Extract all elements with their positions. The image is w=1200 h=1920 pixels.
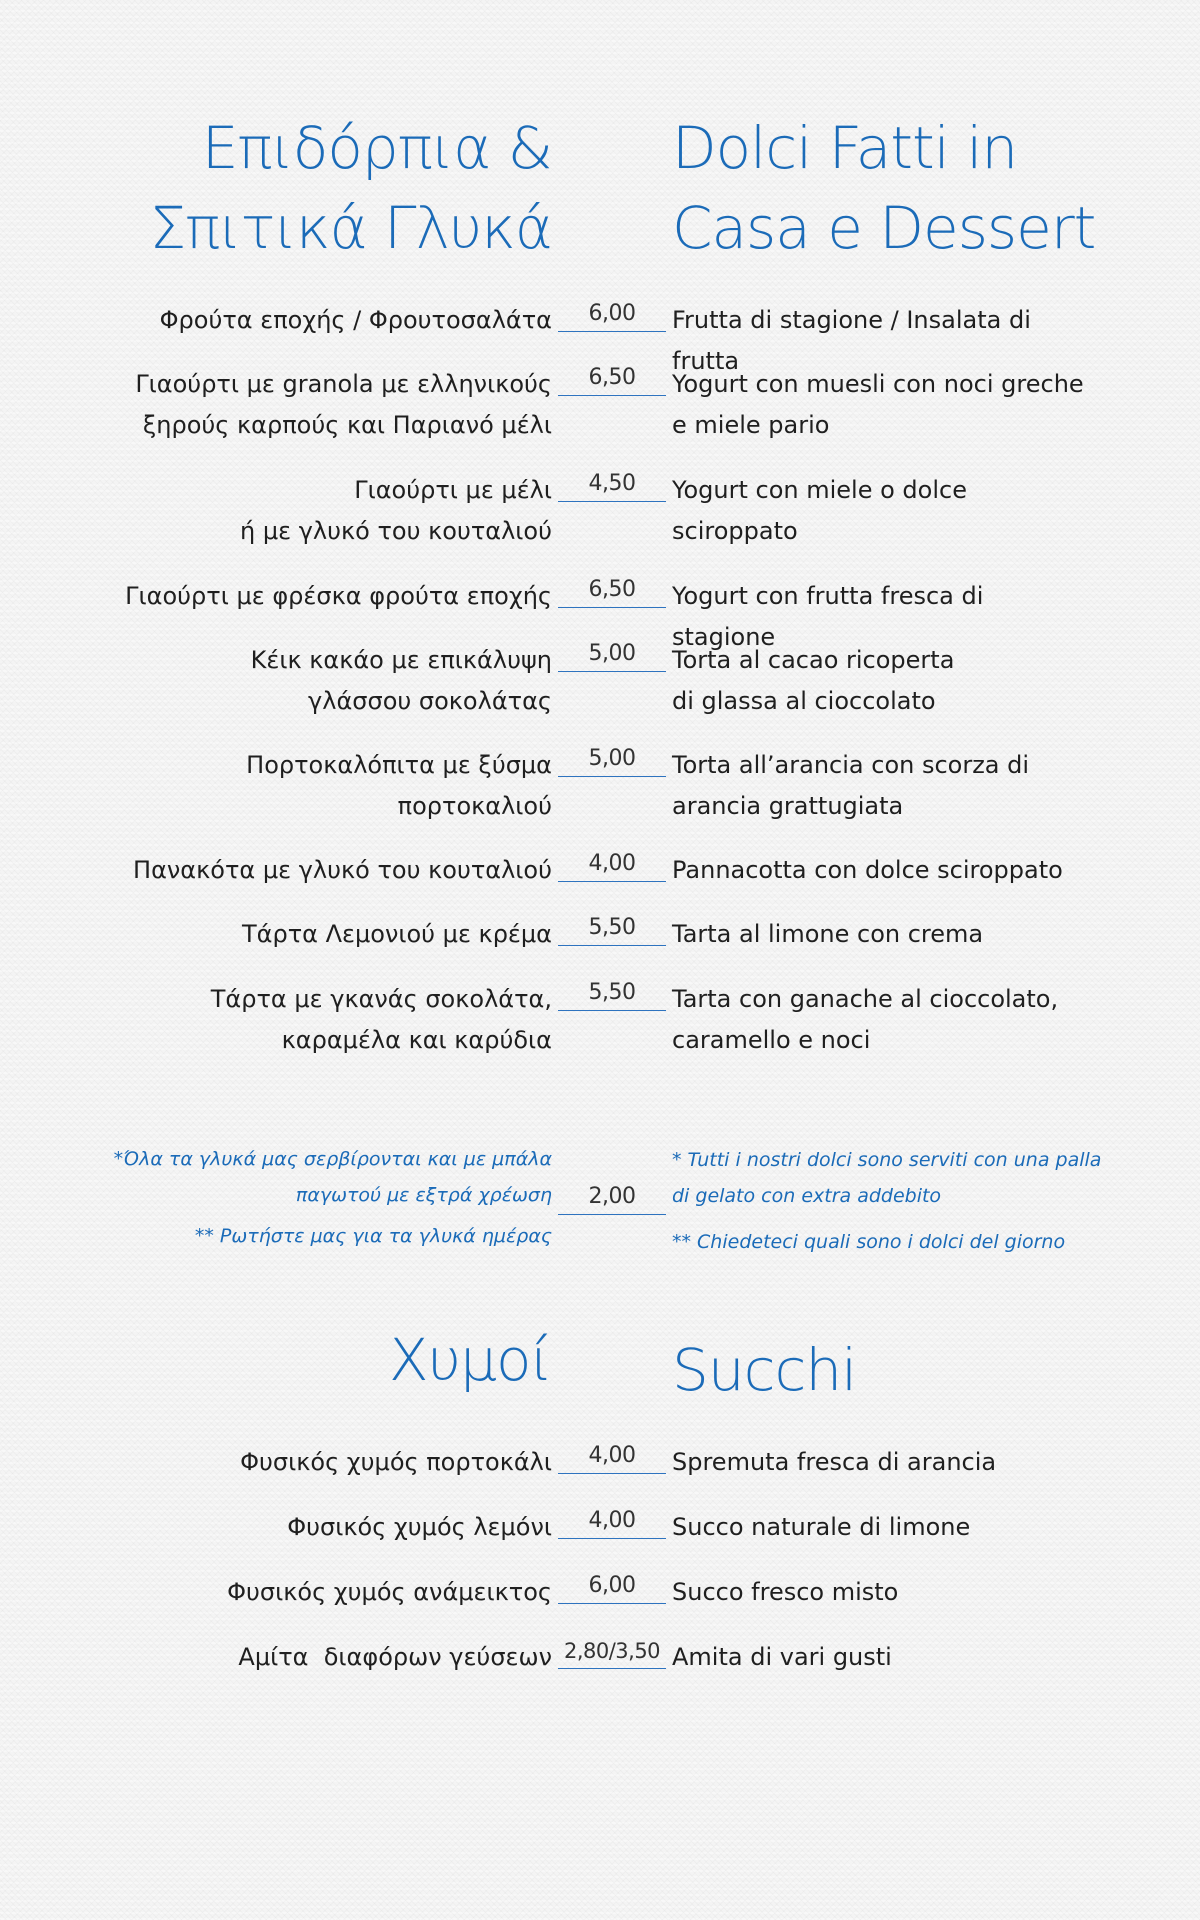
item-name-italian: Yogurt con miele o dolce sciroppato bbox=[672, 476, 967, 545]
item-price: 2,80/3,50 bbox=[558, 1637, 666, 1669]
item-price: 6,50 bbox=[558, 364, 666, 396]
item-price: 5,00 bbox=[558, 745, 666, 777]
item-name-italian: Torta al cacao ricoperta di glassa al cioccolato bbox=[672, 646, 955, 715]
item-name-italian: Spremuta fresca di arancia bbox=[672, 1448, 997, 1476]
item-price: 6,50 bbox=[558, 576, 666, 608]
item-name-italian: Tarta al limone con crema bbox=[672, 920, 984, 948]
item-name-greek: Τάρτα με γκανάς σοκολάτα, καραμέλα και καρύδια bbox=[210, 985, 552, 1054]
item-name-greek: Γιαούρτι με φρέσκα φρούτα εποχής bbox=[125, 582, 552, 610]
item-name-greek: Γιαούρτι με granola με ελληνικούς ξηρούς καρπούς και Παριανό μέλι bbox=[135, 370, 552, 439]
desserts-heading-italian: Dolci Fatti in Casa e Dessert bbox=[672, 114, 1096, 262]
item-name-italian: Yogurt con muesli con noci greche e miele pario bbox=[672, 370, 1084, 439]
item-name-greek: Τάρτα Λεμονιού με κρέμα bbox=[242, 920, 552, 948]
note-price: 2,00 bbox=[558, 1183, 666, 1215]
item-price: 4,00 bbox=[558, 1507, 666, 1539]
item-name-italian: Yogurt con frutta fresca di stagione bbox=[672, 582, 984, 651]
item-price: 4,50 bbox=[558, 470, 666, 502]
juices-heading-greek: Χυμοί bbox=[388, 1326, 552, 1394]
item-name-italian: Tarta con ganache al cioccolato, caramello e noci bbox=[672, 985, 1059, 1054]
item-name-greek: Πορτοκαλόπιτα με ξύσμα πορτοκαλιού bbox=[246, 751, 552, 820]
menu-item bbox=[0, 1637, 1200, 1717]
item-price: 4,00 bbox=[558, 1442, 666, 1474]
item-name-greek: Πανακότα με γλυκό του κουταλιού bbox=[133, 856, 552, 884]
note-italian-ice-cream: * Tutti i nostri dolci sono serviti con una palla di gelato con extra addebito bbox=[672, 1149, 1102, 1207]
menu-item bbox=[0, 470, 1200, 550]
item-price: 5,00 bbox=[558, 640, 666, 672]
item-name-italian: Frutta di stagione / Insalata di frutta bbox=[672, 306, 1031, 375]
menu-item bbox=[0, 979, 1200, 1059]
item-name-italian: Torta all’arancia con scorza di arancia grattugiata bbox=[672, 751, 1030, 820]
item-name-greek: Αμίτα διαφόρων γεύσεων bbox=[238, 1643, 552, 1671]
item-name-greek: Φυσικός χυμός λεμόνι bbox=[287, 1513, 552, 1541]
note-greek-daily-desserts: ** Ρωτήστε μας για τα γλυκά ημέρας bbox=[194, 1225, 552, 1247]
item-name-italian: Succo fresco misto bbox=[672, 1578, 899, 1606]
item-price: 5,50 bbox=[558, 979, 666, 1011]
item-name-greek: Φυσικός χυμός ανάμεικτος bbox=[227, 1578, 552, 1606]
item-name-italian: Succo naturale di limone bbox=[672, 1513, 971, 1541]
item-name-greek: Φρούτα εποχής / Φρουτοσαλάτα bbox=[159, 306, 552, 334]
desserts-heading-greek: Επιδόρπια & Σπιτικά Γλυκά bbox=[149, 114, 552, 262]
item-price: 6,00 bbox=[558, 1572, 666, 1604]
item-price: 4,00 bbox=[558, 850, 666, 882]
item-name-greek: Κέικ κακάο με επικάλυψη γλάσσου σοκολάτας bbox=[250, 646, 552, 715]
menu-item bbox=[0, 640, 1200, 720]
item-price: 5,50 bbox=[558, 914, 666, 946]
note-greek-ice-cream: *Όλα τα γλυκά μας σερβίρονται και με μπάλα παγωτού με εξτρά χρέωση bbox=[113, 1148, 552, 1206]
item-name-greek: Γιαούρτι με μέλι ή με γλυκό του κουταλιού bbox=[240, 476, 552, 545]
item-name-greek: Φυσικός χυμός πορτοκάλι bbox=[240, 1448, 552, 1476]
juices-heading-italian: Succhi bbox=[672, 1336, 857, 1404]
item-name-italian: Pannacotta con dolce sciroppato bbox=[672, 856, 1063, 884]
item-name-italian: Amita di vari gusti bbox=[672, 1643, 892, 1671]
menu-item bbox=[0, 364, 1200, 444]
item-price: 6,00 bbox=[558, 300, 666, 332]
note-italian-daily-desserts: ** Chiedeteci quali sono i dolci del giorno bbox=[672, 1231, 1066, 1253]
menu-item bbox=[0, 745, 1200, 825]
